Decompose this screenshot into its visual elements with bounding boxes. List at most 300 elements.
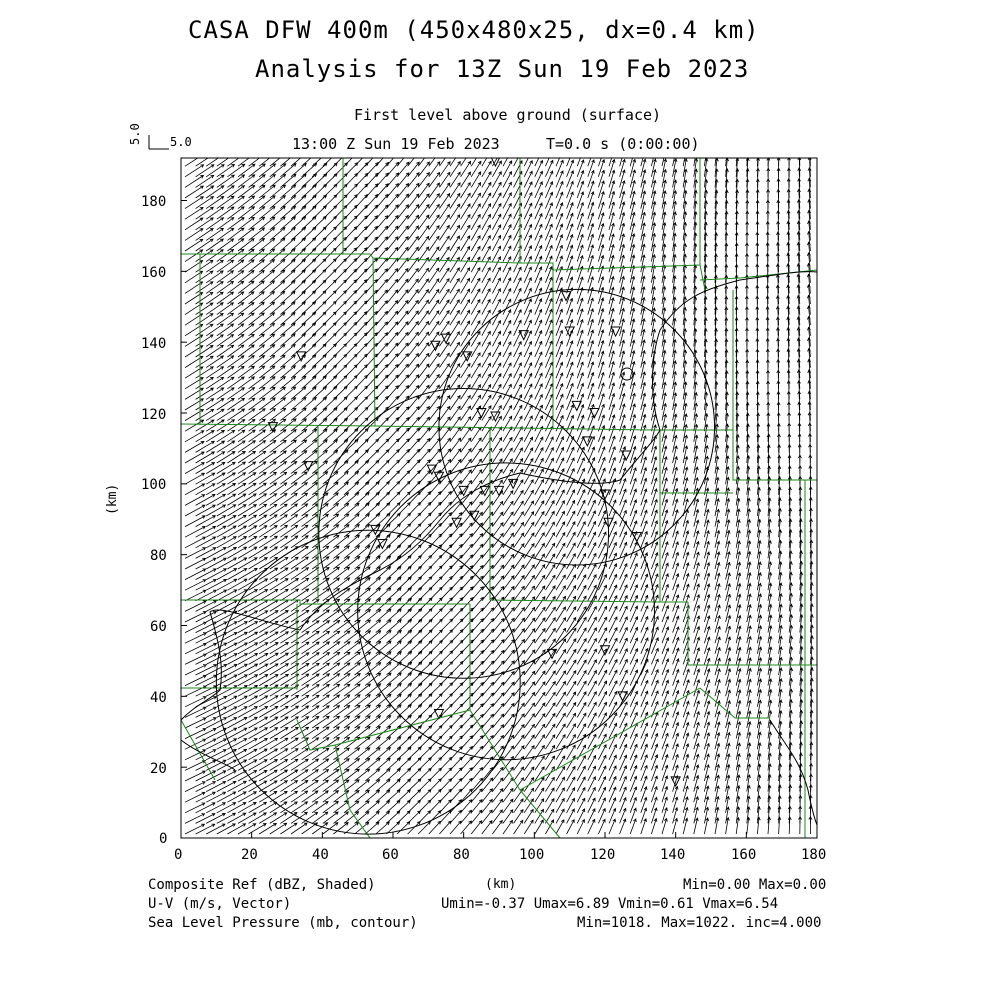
wind-vector: [280, 621, 298, 633]
wind-vector: [291, 823, 307, 834]
wind-vector: [471, 587, 483, 601]
wind-vector: [376, 822, 390, 834]
wind-vector: [227, 281, 243, 293]
wind-vector: [196, 239, 213, 251]
wind-vector: [206, 505, 225, 516]
wind-vector: [238, 664, 258, 675]
wind-vector: [196, 611, 217, 622]
wind-vector: [270, 728, 288, 739]
wind-vector: [280, 685, 298, 696]
wind-vector: [461, 821, 472, 834]
wind-vector: [206, 165, 224, 177]
title-line-2: Analysis for 13Z Sun 19 Feb 2023: [255, 55, 750, 83]
wind-vector: [227, 441, 245, 453]
wind-vector: [333, 620, 350, 632]
wind-vector: [259, 706, 278, 717]
wind-vector: [270, 781, 288, 792]
wind-vector: [280, 600, 298, 612]
wind-vector: [238, 717, 257, 728]
wind-vector: [238, 388, 255, 400]
wind-vector: [302, 600, 319, 612]
wind-vector: [238, 356, 254, 368]
wind-vector: [270, 696, 288, 707]
wind-vector: [217, 494, 236, 505]
wind-vector: [397, 311, 408, 325]
wind-vector: [302, 514, 318, 526]
wind-vector: [312, 642, 329, 654]
wind-vector: [323, 727, 340, 739]
wind-vector: [196, 728, 216, 738]
wind-vector: [408, 332, 419, 346]
wind-vector: [206, 473, 225, 484]
wind-vector: [217, 420, 235, 432]
wind-vector: [238, 515, 256, 526]
wind-vector: [312, 770, 328, 781]
wind-vector: [238, 707, 257, 718]
wind-vector: [185, 601, 206, 612]
wind-vector: [206, 324, 223, 336]
wind-vector: [196, 314, 213, 326]
wind-vector: [323, 599, 340, 611]
wind-vector: [291, 770, 308, 781]
wind-vector: [196, 473, 215, 484]
wind-vector: [312, 695, 329, 707]
wind-vector: [259, 621, 278, 632]
footer-field-3: Sea Level Pressure (mb, contour): [148, 915, 418, 931]
wind-vector: [217, 781, 236, 791]
wind-vector: [291, 695, 309, 706]
wind-vector: [323, 684, 340, 696]
county-line: [181, 720, 215, 780]
wind-vector: [185, 697, 206, 707]
wind-vector: [280, 727, 298, 738]
wind-vector: [365, 269, 377, 283]
wind-vector: [291, 781, 308, 792]
wind-vector: [206, 728, 226, 738]
wind-vector: [386, 811, 399, 823]
wind-vector: [471, 821, 482, 834]
wind-vector: [376, 290, 388, 304]
wind-vector: [259, 547, 277, 559]
wind-vector: [270, 515, 287, 527]
wind-vector: [238, 558, 257, 569]
y-tick-label: 20: [150, 761, 167, 777]
wind-vector: [196, 760, 216, 770]
wind-vector: [280, 536, 297, 548]
wind-vector: [217, 590, 237, 601]
wind-vector: [196, 516, 216, 527]
wind-vector: [217, 313, 234, 325]
wind-vector: [270, 674, 289, 685]
wind-vector: [386, 311, 397, 325]
wind-vector: [333, 695, 349, 707]
wind-vector: [291, 621, 309, 633]
wind-vector: [355, 163, 368, 177]
wind-vector: [238, 824, 256, 834]
wind-vector: [280, 738, 298, 749]
wind-vector: [798, 147, 801, 167]
wind-vector: [217, 473, 235, 484]
wind-vector: [291, 791, 308, 802]
wind-vector: [227, 558, 246, 569]
ref-vector-side-label: 5.0: [128, 123, 142, 145]
wind-vector: [302, 653, 320, 665]
wind-vector: [302, 780, 319, 791]
x-tick-label: 120: [590, 847, 616, 863]
wind-vector: [185, 484, 205, 495]
wind-vector: [206, 345, 223, 357]
wind-vector: [280, 813, 297, 824]
wind-vector: [196, 654, 217, 665]
wind-vector: [270, 770, 288, 781]
wind-vector: [333, 727, 349, 739]
county-line: [335, 745, 370, 838]
wind-vector: [227, 483, 245, 494]
wind-vector: [238, 813, 256, 823]
wind-vector: [185, 622, 206, 633]
wind-vector: [185, 707, 206, 717]
wind-vector: [386, 322, 397, 336]
wind-vector: [259, 409, 275, 421]
wind-vector: [397, 290, 408, 304]
wind-vector: [217, 803, 236, 813]
wind-vector: [471, 597, 483, 611]
wind-vector: [238, 345, 254, 357]
wind-vector: [217, 462, 235, 473]
wind-vector: [217, 260, 234, 272]
wind-vector: [270, 472, 287, 484]
wind-vector: [206, 824, 225, 834]
wind-vector: [217, 367, 234, 379]
wind-vector: [249, 611, 268, 622]
wind-vector: [259, 526, 277, 538]
wind-vector: [227, 388, 244, 400]
wind-vector: [418, 353, 429, 367]
wind-vector: [386, 790, 400, 802]
wind-vector: [333, 716, 349, 728]
wind-vector: [249, 366, 265, 378]
wind-vector: [217, 345, 234, 357]
wind-vector: [185, 186, 203, 198]
wind-vector: [270, 717, 288, 728]
wind-vector: [238, 483, 256, 495]
wind-vector: [312, 568, 329, 580]
wind-vector: [323, 578, 340, 590]
y-tick-label: 60: [150, 619, 167, 635]
wind-vector: [217, 324, 234, 336]
wind-vector: [238, 398, 255, 410]
wind-vector: [217, 430, 235, 441]
wind-vector: [259, 653, 278, 664]
wind-vector: [217, 718, 237, 729]
wind-vector: [185, 643, 206, 654]
x-tick-label: 80: [453, 847, 470, 863]
wind-vector: [302, 631, 320, 643]
wind-vector: [217, 239, 234, 251]
wind-vector: [206, 186, 224, 198]
y-tick-label: 140: [141, 336, 167, 352]
wind-vector: [323, 631, 340, 643]
wind-vector: [185, 771, 205, 781]
wind-vector: [514, 725, 525, 739]
wind-vector: [302, 546, 319, 558]
wind-vector: [492, 714, 503, 728]
wind-vector: [503, 746, 514, 760]
wind-vector: [206, 431, 224, 442]
wind-vector: [312, 685, 329, 697]
wind-vector: [196, 335, 213, 347]
wind-vector: [185, 399, 203, 410]
wind-vector: [206, 271, 223, 283]
wind-vector: [312, 674, 329, 686]
wind-vector: [249, 441, 266, 453]
wind-vector: [259, 398, 275, 410]
wind-vector: [196, 271, 213, 283]
y-tick-label: 40: [150, 690, 167, 706]
wind-vector: [217, 696, 237, 707]
wind-vector: [196, 569, 216, 580]
wind-vector: [206, 154, 224, 166]
wind-vector: [333, 152, 347, 166]
wind-vector: [196, 665, 217, 676]
wind-vector: [302, 812, 318, 823]
wind-vector: [333, 674, 350, 686]
wind-vector: [503, 650, 514, 664]
wind-vector: [439, 428, 450, 442]
wind-vector: [185, 760, 205, 770]
wind-vector: [217, 409, 235, 421]
wind-vector: [280, 589, 298, 601]
wind-vector: [259, 451, 276, 463]
wind-vector: [227, 622, 247, 633]
wind-vector: [206, 590, 226, 601]
wind-vector: [259, 579, 278, 590]
wind-vector: [196, 250, 213, 262]
wind-vector: [196, 686, 217, 696]
wind-vector: [259, 632, 278, 643]
wind-vector: [217, 771, 236, 781]
wind-vector: [418, 375, 429, 389]
wind-vector: [249, 547, 268, 558]
wind-vector: [206, 356, 223, 368]
wind-vector: [196, 580, 217, 591]
wind-vector: [249, 600, 268, 611]
ref-vector-label: 5.0: [170, 135, 192, 149]
wind-vector: [196, 292, 213, 304]
wind-vector: [217, 579, 237, 590]
wind-vector: [227, 430, 244, 442]
wind-vector: [397, 269, 408, 283]
wind-vector: [227, 654, 247, 665]
wind-vector: [196, 260, 213, 272]
wind-vector: [259, 664, 278, 675]
y-axis-label: (km): [105, 483, 120, 515]
wind-vector: [206, 452, 224, 463]
y-tick-label: 80: [150, 548, 167, 564]
county-line: [700, 688, 770, 718]
wind-vector: [206, 399, 224, 410]
wind-vector: [270, 664, 289, 675]
wind-vector: [238, 600, 257, 611]
wind-vector: [270, 547, 288, 559]
wind-vector: [408, 375, 419, 389]
wind-vector: [206, 643, 227, 654]
wind-vector: [227, 324, 243, 336]
wind-vector: [439, 821, 451, 834]
wind-vector: [238, 685, 257, 696]
wind-vector: [344, 652, 360, 664]
wind-vector: [206, 803, 225, 813]
wind-vector: [270, 738, 288, 749]
wind-vector: [365, 237, 377, 251]
wind-vector: [227, 409, 244, 421]
wind-vector: [482, 640, 494, 654]
wind-vector: [206, 579, 226, 590]
wind-vector: [323, 674, 340, 686]
wind-vector: [439, 406, 450, 420]
wind-vector: [217, 303, 234, 315]
wind-vector: [185, 612, 206, 623]
wind-vector: [206, 303, 223, 315]
wind-vector: [280, 759, 297, 770]
wind-vector: [429, 396, 440, 410]
wind-vector: [217, 505, 236, 516]
wind-vector: [206, 441, 224, 452]
wind-vector: [418, 385, 429, 399]
level-label: First level above ground (surface): [354, 106, 662, 124]
wind-vector: [249, 462, 266, 474]
wind-vector: [259, 770, 277, 781]
wind-vector: [238, 271, 254, 283]
wind-vector: [259, 823, 276, 834]
wind-vector-field: [185, 147, 813, 835]
wind-vector: [249, 728, 268, 739]
wind-vector: [280, 462, 296, 474]
wind-vector: [461, 534, 473, 548]
wind-vector: [788, 147, 791, 166]
wind-vector: [185, 176, 203, 188]
wind-vector: [206, 239, 223, 251]
wind-vector: [259, 462, 276, 474]
wind-vector: [206, 484, 225, 495]
wind-vector: [185, 463, 204, 474]
wind-vector: [217, 356, 234, 368]
wind-vector: [185, 505, 205, 516]
wind-vector: [185, 452, 204, 463]
wind-vector: [312, 748, 329, 760]
wind-vector: [429, 438, 440, 452]
wind-vector: [227, 824, 245, 834]
wind-vector: [503, 682, 514, 696]
wind-vector: [302, 557, 319, 569]
wind-vector: [196, 803, 215, 813]
wind-vector: [227, 473, 245, 484]
wind-vector: [227, 579, 247, 590]
wind-vector: [206, 611, 226, 622]
wind-vector: [206, 516, 225, 527]
wind-vector: [482, 565, 494, 579]
wind-vector: [196, 303, 213, 315]
wind-vector: [217, 664, 237, 675]
wind-vector: [185, 239, 203, 251]
wind-vector: [323, 642, 340, 654]
wind-vector: [333, 663, 350, 675]
wind-vector: [312, 631, 329, 643]
wind-vector: [291, 536, 308, 548]
wind-vector: [238, 792, 256, 802]
wind-vector: [492, 704, 503, 718]
wind-vector: [217, 250, 234, 262]
wind-vector: [270, 579, 288, 591]
wind-vector: [270, 706, 288, 717]
wind-vector: [408, 343, 419, 357]
wind-vector: [227, 664, 247, 675]
wind-vector: [196, 431, 214, 442]
wind-vector: [238, 728, 257, 739]
wind-vector: [291, 706, 309, 717]
wind-vector: [249, 430, 266, 442]
wind-vector: [196, 590, 217, 601]
wind-vector: [196, 824, 215, 834]
wind-vector: [238, 260, 254, 272]
wind-vector: [397, 322, 408, 336]
wind-vector: [259, 717, 278, 728]
wind-vector: [196, 452, 215, 463]
wind-vector: [217, 218, 234, 230]
wind-vector: [270, 749, 288, 760]
wind-vector: [302, 685, 320, 697]
wind-vector: [196, 782, 216, 792]
wind-vector: [196, 165, 214, 177]
x-tick-label: 100: [519, 847, 545, 863]
wind-vector: [323, 610, 340, 622]
wind-vector: [344, 588, 360, 600]
wind-vector: [238, 622, 258, 633]
wind-vector: [514, 671, 525, 685]
wind-vector: [206, 282, 223, 294]
wind-vector: [227, 218, 244, 230]
wind-vector: [302, 770, 319, 781]
wind-vector: [471, 576, 483, 590]
wind-vector: [249, 760, 267, 771]
wind-vector: [217, 207, 234, 219]
wind-vector: [302, 674, 320, 686]
wind-vector: [249, 398, 265, 410]
wind-vector: [227, 643, 247, 654]
wind-vector: [344, 642, 360, 654]
wind-vector: [185, 420, 204, 431]
wind-vector: [238, 781, 256, 792]
wind-vector: [376, 248, 388, 262]
wind-vector: [270, 451, 286, 463]
wind-vector: [482, 555, 493, 569]
wind-vector: [280, 823, 297, 834]
x-tick-label: 20: [241, 847, 258, 863]
wind-vector: [227, 632, 247, 643]
wind-vector: [206, 707, 226, 717]
wind-vector: [185, 569, 206, 580]
wind-vector: [280, 653, 298, 664]
wind-vector: [418, 439, 430, 453]
wind-vector: [280, 664, 298, 675]
wind-vector: [386, 801, 400, 813]
wind-vector: [206, 388, 224, 400]
wind-vector: [227, 271, 243, 283]
wind-vector: [217, 558, 237, 569]
wind-vector: [206, 548, 226, 559]
wind-vector: [238, 313, 254, 325]
wind-vector: [238, 771, 257, 782]
